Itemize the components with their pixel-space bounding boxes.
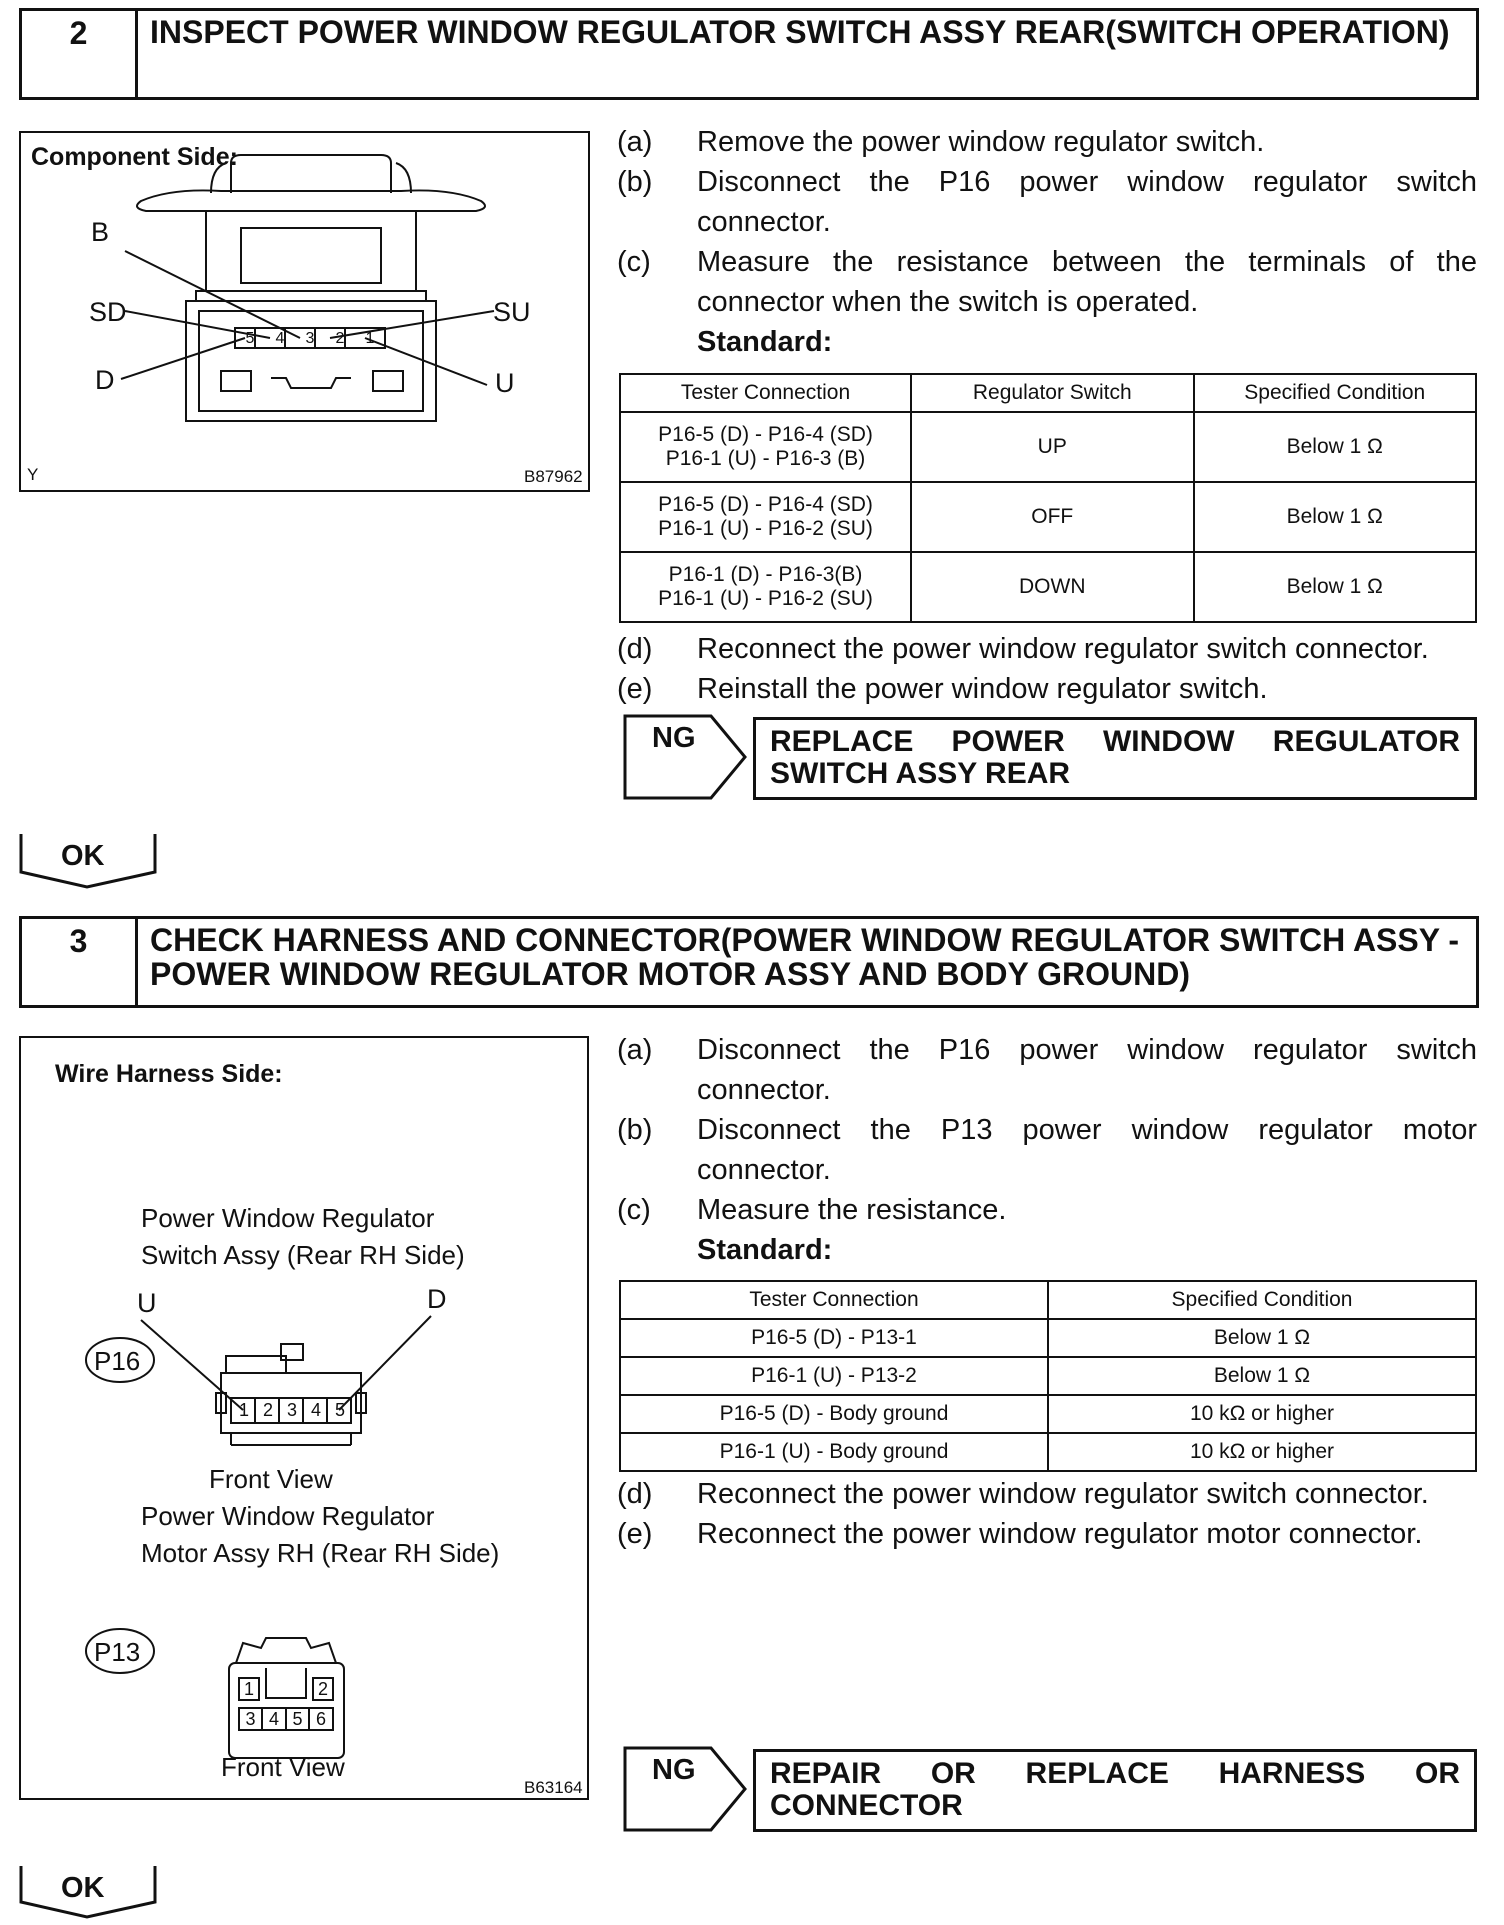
pin-2: 2 — [335, 330, 345, 347]
table-row: P16-5 (D) - P13-1 Below 1 Ω — [620, 1319, 1476, 1357]
p16-pin: 5 — [334, 1400, 345, 1420]
step-3-title: CHECK HARNESS AND CONNECTOR(POWER WINDOW REGULATOR SWITCH ASSY - POWER WINDOW REGULATOR MOTOR ASSY AND BODY GROUND) — [150, 922, 1460, 992]
ng-tab-step-3 — [623, 1746, 749, 1832]
wire-harness-figure — [19, 1036, 589, 1800]
ok-label: OK — [61, 1872, 105, 1904]
step-2-spec-table — [619, 373, 1477, 623]
table-row: P16-5 (D) - P16-4 (SD) P16-1 (U) - P16-3 (B) UP Below 1 Ω — [620, 412, 1476, 482]
standard-label: Standard: — [697, 326, 833, 358]
table-row: P16-1 (U) - P13-2 Below 1 Ω — [620, 1357, 1476, 1395]
ng-action-step-3: REPAIR OR REPLACE HARNESS OR CONNECTOR — [753, 1749, 1477, 1832]
instruction-a: (a) Disconnect the P16 power window regulator switch connector. — [617, 1034, 1477, 1106]
instruction-c: (c) Measure the resistance. — [617, 1194, 1007, 1226]
pin-4: 4 — [275, 330, 285, 347]
p16-pin: 2 — [262, 1400, 273, 1420]
front-view-caption: Front View — [221, 1752, 345, 1782]
pin-5: 5 — [245, 330, 255, 347]
p13-pin: 5 — [292, 1709, 303, 1729]
instruction-e: (e) Reconnect the power window regulator motor connector. — [617, 1518, 1423, 1550]
component-side-figure — [19, 131, 590, 492]
table-row: P16-5 (D) - P16-4 (SD) P16-1 (U) - P16-2 (SU) OFF Below 1 Ω — [620, 482, 1476, 552]
p16-pin: 1 — [238, 1400, 249, 1420]
table-row: P16-5 (D) - Body ground 10 kΩ or higher — [620, 1395, 1476, 1433]
step-2-number: 2 — [22, 11, 138, 97]
pin-3: 3 — [305, 330, 315, 347]
instruction-c: (c) Measure the resistance between the terminals of the connector when the switch is operated. — [617, 246, 1477, 318]
switch-caption: Power Window Regulator Switch Assy (Rear RH Side) — [141, 1203, 465, 1270]
instruction-d: (d) Reconnect the power window regulator switch connector. — [617, 1478, 1429, 1510]
connector-diagrams — [21, 1038, 587, 1798]
p13-pin: 1 — [243, 1679, 254, 1699]
label-SU: SU — [493, 297, 531, 327]
ng-label: NG — [652, 1754, 696, 1786]
pin-1: 1 — [365, 330, 375, 347]
figure-code: B63164 — [524, 1778, 583, 1797]
step-2-header — [19, 8, 1479, 100]
instruction-b: (b) Disconnect the P13 power window regulator motor connector. — [617, 1114, 1477, 1186]
corner-letter: Y — [27, 465, 39, 484]
figure-title: Wire Harness Side: — [55, 1060, 283, 1088]
standard-label: Standard: — [697, 1234, 833, 1266]
instruction-a: (a) Remove the power window regulator switch. — [617, 126, 1265, 158]
step-3-number: 3 — [22, 919, 138, 1005]
motor-caption: Power Window Regulator Motor Assy RH (Rear RH Side) — [141, 1501, 500, 1568]
p13-pin: 4 — [268, 1709, 279, 1729]
p13-label: P13 — [94, 1637, 141, 1667]
ng-action-step-2: REPLACE POWER WINDOW REGULATOR SWITCH ASSY REAR — [753, 717, 1477, 800]
table-row: P16-1 (D) - P16-3(B) P16-1 (U) - P16-2 (SU) DOWN Below 1 Ω — [620, 552, 1476, 622]
p16-pin: 3 — [286, 1400, 297, 1420]
ok-label: OK — [61, 840, 105, 872]
ng-label: NG — [652, 722, 696, 754]
label-U: U — [495, 368, 515, 398]
ng-tab-step-2 — [623, 714, 749, 800]
p13-pin: 6 — [315, 1709, 326, 1729]
table-row: P16-1 (U) - Body ground 10 kΩ or higher — [620, 1433, 1476, 1471]
step-2-title: INSPECT POWER WINDOW REGULATOR SWITCH ASSY REAR(SWITCH OPERATION) — [150, 14, 1450, 50]
table-header-row: Tester Connection Specified Condition — [620, 1281, 1476, 1319]
p16-pin: 4 — [310, 1400, 321, 1420]
step-3-spec-table — [619, 1280, 1477, 1472]
figure-title: Component Side: — [31, 143, 238, 171]
step-2-instructions — [617, 122, 1477, 362]
front-view-caption: Front View — [209, 1464, 333, 1494]
label-U: U — [137, 1288, 157, 1318]
table-header-row: Tester Connection Regulator Switch Specified Condition — [620, 374, 1476, 412]
figure-code: B87962 — [524, 467, 583, 486]
p13-pin: 2 — [317, 1679, 328, 1699]
step-3-instructions-after — [617, 1474, 1477, 1554]
step-3-header — [19, 916, 1479, 1008]
p16-label: P16 — [94, 1346, 141, 1376]
ok-tab-step-3 — [19, 1864, 159, 1922]
label-B: B — [91, 217, 110, 247]
instruction-d: (d) Reconnect the power window regulator switch connector. — [617, 633, 1429, 665]
step-3-instructions — [617, 1030, 1477, 1270]
ok-tab-step-2 — [19, 832, 159, 890]
label-D: D — [427, 1284, 447, 1314]
instruction-b: (b) Disconnect the P16 power window regulator switch connector. — [617, 166, 1477, 238]
step-2-instructions-after — [617, 629, 1477, 709]
instruction-e: (e) Reinstall the power window regulator switch. — [617, 673, 1268, 705]
label-D: D — [95, 365, 115, 395]
label-SD: SD — [89, 297, 127, 327]
p13-pin: 3 — [245, 1709, 256, 1729]
